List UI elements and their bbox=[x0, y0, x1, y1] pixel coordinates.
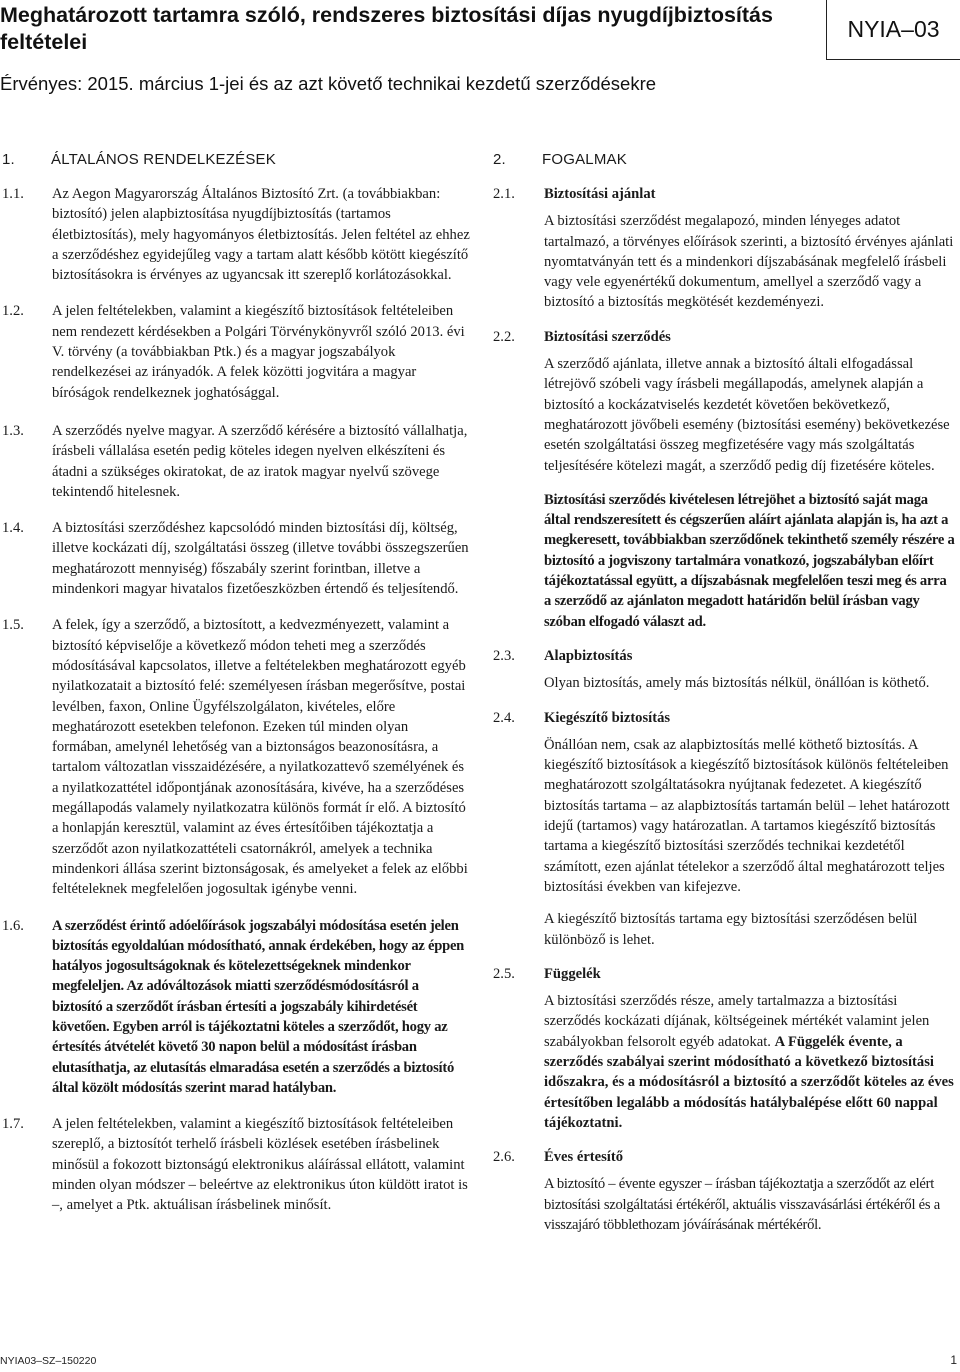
paragraph-1-7 bbox=[2, 1114, 470, 1215]
paragraph-heading: Éves értesítő bbox=[544, 1149, 624, 1166]
paragraph-number: 2.1. bbox=[493, 186, 515, 202]
paragraph-1-2 bbox=[2, 301, 470, 402]
paragraph-number: 1.4. bbox=[2, 520, 24, 537]
paragraph-text: Az Aegon Magyarország Általános Biztosító Zrt. (a továbbiakban: biztosító) jelen alapbiztosítása nyugdíjbiztosítás (tartamos életbiztosítás), mely hagyományos életbiztosítás. Jelen feltétel az ehhez a szerződéshez egyidejűleg vagy a tartam alatt később kötött kiegészítő biztosításokra is érvényes az ugyancsak itt szereplő korlátozásokkal. bbox=[52, 186, 470, 284]
section-number: 2. bbox=[493, 151, 506, 168]
paragraph-text: A biztosítási szerződést megalapozó, minden lényeges adatot tartalmazó, a törvényes előírások szerinti, a biztosító érvényes ajánlati nyomtatványán tett és a mindenkori díjszabásának megfelelő írásbeli vagy vele egyenértékű dokumentum, amellyel a szerződő vagy a biztosító a biztosítás megkötését kezdeményezi. bbox=[544, 213, 954, 311]
paragraph-text-regular: A biztosítási szerződés része, amely tartalmazza a biztosítási szerződés kockázati díjának, költségeinek mértékét valamint jelen szabályokban felsorolt egyéb adatokat. bbox=[544, 993, 930, 1050]
paragraph-heading: Biztosítási ajánlat bbox=[544, 186, 656, 202]
paragraph-text: A biztosító – évente egyszer – írásban tájékoztatja a szerződőt az elért biztosítási szolgáltatási értékéről, aktuális visszavásárlási értékéről és a visszajáró többlethozam jóváírásának mértékéről. bbox=[544, 1176, 940, 1234]
paragraph-heading: Biztosítási szerződés bbox=[544, 328, 671, 345]
paragraph-number: 1.6. bbox=[2, 917, 24, 934]
paragraph-1-3 bbox=[2, 421, 470, 502]
paragraph-2-4 bbox=[493, 708, 956, 950]
paragraph-heading: Kiegészítő biztosítás bbox=[544, 709, 671, 726]
paragraph-text: A jelen feltételekben, valamint a kiegészítő biztosítások feltételeiben szereplő, a biztosítót terhelő írásbeli közlések esetében írásbelinek minősül a fokozott biztonságú elektronikus aláírással ellátott, valamint minden olyan módszer – beleértve az elektronikus úton küldött iratot is –, amelyet a Ptk. aktuálisan írásbelinek minősít. bbox=[52, 1116, 468, 1214]
footer-page-number: 1 bbox=[950, 1353, 957, 1367]
footer-document-code: NYIA03–SZ–150220 bbox=[0, 1355, 97, 1367]
paragraph-number: 1.2. bbox=[2, 303, 24, 320]
paragraph-2-3 bbox=[493, 646, 956, 694]
left-column bbox=[2, 150, 470, 1216]
paragraph-number: 1.3. bbox=[2, 422, 24, 439]
right-column bbox=[493, 150, 956, 1235]
document-title: Meghatározott tartamra szóló, rendszeres biztosítási díjas nyugdíjbiztosítás feltételei bbox=[0, 3, 773, 54]
paragraph-text: A szerződés nyelve magyar. A szerződő kérésére a biztosító vállalhatja, írásbeli vállalása esetén pedig köteles idegen nyelven elkészíteni és átadni a szükséges okiratokat, de az iratok magyar nyelvű szövege tekintendő hitelesnek. bbox=[52, 422, 468, 500]
paragraph-text bbox=[544, 991, 956, 1133]
paragraph-text-bold: A szerződést érintő adóelőírások jogszabályi módosítása esetén jelen biztosítás egyoldalúan módosítható, annak érdekében, hogy az éppen hatályos jogosultságoknak és kötelezettségeknek mindenkor megfeleljen. Az adóváltozások miatti szerződésmódosításról a biztosító a szerződőt írásban értesíti a jogszabály kihirdetését követően. Egyben arról is tájékoztatni köteles a szerződőt, hogy az értesítés átvételét követő 30 napon belül a módosítást írásban elutasíthatja, az elutasítás elmaradása esetén a szerződés a biztosító által közölt módosítás szerint marad hatályban. bbox=[52, 917, 465, 1096]
paragraph-2-6 bbox=[493, 1147, 956, 1235]
paragraph-text-bold: A Függelék évente, a szerződés szabályai szerint módosítható a következő biztosítási időszakra, és a módosításról a biztosító a szerződőt köteles az éves értesítőben legalább a módosítás hatálybalépése előtt 60 nappal tájékoztatni. bbox=[544, 1033, 954, 1131]
section-heading-2 bbox=[493, 150, 956, 184]
document-code-box bbox=[826, 0, 960, 60]
paragraph-text: Olyan biztosítás, amely más biztosítás nélkül, önállóan is köthető. bbox=[544, 675, 930, 692]
paragraph-text: A szerződő ajánlata, illetve annak a biztosító általi elfogadással létrejövő szóbeli vagy írásbeli megállapodás, amelynek alapján a biztosító a kockázatviselés kezdetét követően bekövetkező, meghatározott jövőbeli esemény (biztosítási esemény) bekövetkezése esetén szolgáltatási összeg megfizetésére vagy más szolgáltatás teljesítésére kötelezi magát, a szerződő pedig díj fizetésére köteles. bbox=[544, 356, 950, 474]
paragraph-number: 1.1. bbox=[2, 186, 24, 202]
validity-line: Érvényes: 2015. március 1-jei és az azt követő technikai kezdetű szerződésekre bbox=[0, 73, 657, 94]
section-title: FOGALMAK bbox=[542, 151, 627, 168]
paragraph-2-1 bbox=[493, 184, 956, 313]
document-code: NYIA–03 bbox=[847, 16, 940, 42]
paragraph-heading: Alapbiztosítás bbox=[544, 647, 633, 664]
paragraph-1-1 bbox=[2, 184, 470, 285]
paragraph-number: 2.3. bbox=[493, 647, 515, 664]
paragraph-text-2: A kiegészítő biztosítás tartama egy biztosítási szerződésen belül különböző is lehet. bbox=[544, 911, 918, 948]
paragraph-1-5 bbox=[2, 615, 470, 899]
paragraph-2-5 bbox=[493, 964, 956, 1133]
paragraph-number: 2.2. bbox=[493, 328, 515, 345]
paragraph-number: 1.5. bbox=[2, 617, 24, 634]
paragraph-text: A felek, így a szerződő, a biztosított, a kedvezményezett, valamint a biztosító képviselője a következő módon teheti meg a szerződés módosításával kapcsolatos, illetve a feltételekben meghatározott egyéb nyilatkozatait a biztosító felé: személyesen írásban megerősítve, postai levélben, faxon, Online Ügyfélszolgálaton, kivételes, előre meghatározott esetekben telefonon. Ezeken túl minden olyan formában, amelynél lehetőség van a biztonságos beazonosításra, a tartalom változatlan visszaidézésére, a nyilatkozattevő személyének és a nyilatkozattétel időpontjának azonosítására, kivéve, ha a szerződéses megállapodás valamely nyilatkozatra különös formát ír elő. A biztosító a honlapján keresztül, valamint az éves értesítőiben tájékoztatja a szerződőt azon nyilatkozattételi csatornákról, amelyek a technika mindenkori állása szerint biztonságosak, és amelyeket a felek az előbbi feltételeknek megfelelően jogosultak igénybe venni. bbox=[52, 617, 468, 898]
paragraph-1-4 bbox=[2, 518, 470, 599]
paragraph-1-6 bbox=[2, 916, 470, 1099]
paragraph-number: 2.6. bbox=[493, 1149, 515, 1166]
paragraph-text: A biztosítási szerződéshez kapcsolódó minden biztosítási díj, költség, illetve kockázati díj, szolgáltatási összeg (illetve további összegszerűen meghatározott mennyiség) főszabály szerint forintban, illetve a mindenkori magyar hivatalos fizetőeszközben értendő és teljesítendő. bbox=[52, 520, 469, 598]
paragraph-number: 1.7. bbox=[2, 1116, 24, 1133]
paragraph-text: Önállóan nem, csak az alapbiztosítás mellé köthető biztosítás. A kiegészítő biztosítások a kiegészítő biztosítások különös feltételeiben meghatározott szolgáltatásokra nyújtanak fedezetet. A kiegészítő biztosítás tartama – az alapbiztosítás tartamán belül – lehet határozott idejű (tartamos) vagy határozatlan. A tartamos kiegészítő biztosítás tartama a kiegészítő biztosítási szerződés technikai kezdetétől számított, ezen ajánlat tételekor a szerződő által meghatározott teljes biztosítási években van kifejezve. bbox=[544, 736, 950, 895]
paragraph-number: 2.4. bbox=[493, 709, 515, 726]
paragraph-text-bold: Biztosítási szerződés kivételesen létrejöhet a biztosító saját maga által rendszeresített és cégszerűen aláírt ajánlata alapján is, ha azt a megkeresett, továbbiakban szerződőnek tekinthető személy részére a biztosító a jogviszony tartalmára vonatkozó, jogszabályban előírt tájékoztatással együtt, a díjszabásnak megfelelően teszi meg és arra a szerződő az ajánlaton megadott határidőn belül írásban vagy szóban elfogadó választ ad. bbox=[544, 491, 955, 630]
section-number: 1. bbox=[2, 151, 15, 168]
paragraph-number: 2.5. bbox=[493, 965, 515, 982]
paragraph-heading: Függelék bbox=[544, 965, 601, 982]
section-title: ÁLTALÁNOS RENDELKEZÉSEK bbox=[51, 151, 276, 168]
section-heading-1 bbox=[2, 150, 470, 184]
paragraph-2-2 bbox=[493, 327, 956, 632]
paragraph-text: A jelen feltételekben, valamint a kiegészítő biztosítások feltételeiben nem rendezett kérdésekben a Polgári Törvénykönyvről szóló 2013. évi V. törvény (a továbbiakban Ptk.) és a magyar jogszabályok rendelkezései az irányadók. A felek közötti jogvitára a magyar bíróságok rendelkeznek joghatósággal. bbox=[52, 303, 465, 401]
